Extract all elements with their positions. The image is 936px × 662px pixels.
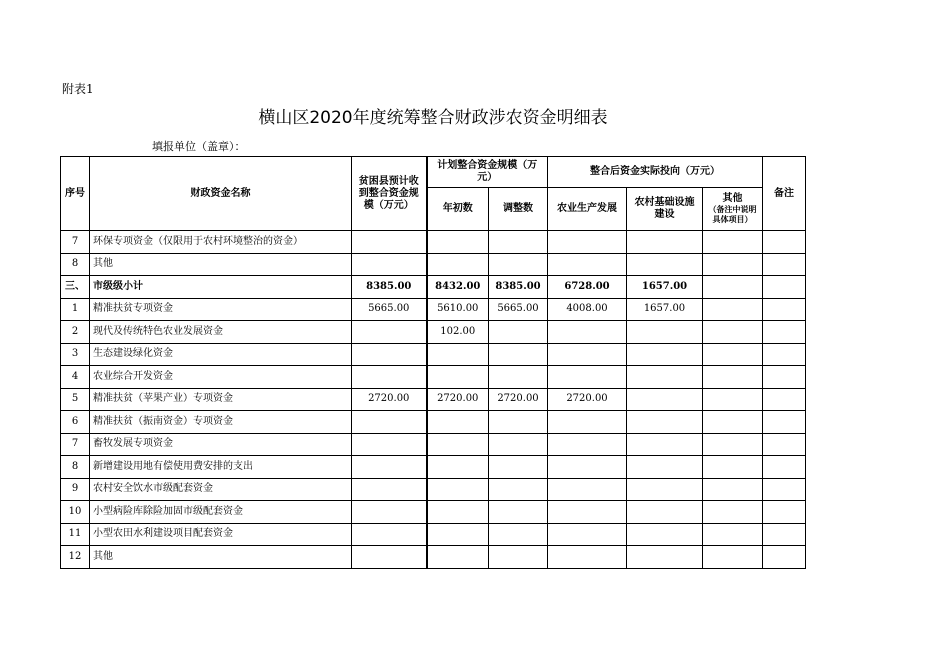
row-year-start	[427, 231, 489, 254]
row-seq: 8	[61, 456, 90, 479]
row-adjusted	[489, 501, 548, 524]
table-row	[61, 411, 806, 434]
row-poverty-county	[352, 366, 427, 389]
row-agri-production	[548, 343, 627, 366]
row-rural-infra	[627, 478, 703, 501]
row-agri-production	[548, 546, 627, 569]
row-year-start	[427, 411, 489, 434]
row-poverty-county: 2720.00	[352, 388, 427, 411]
row-remarks	[763, 343, 806, 366]
row-rural-infra	[627, 388, 703, 411]
row-fund-name: 小型农田水利建设项目配套资金	[90, 523, 352, 546]
row-rural-infra: 1657.00	[627, 276, 703, 299]
row-year-start	[427, 523, 489, 546]
row-agri-production	[548, 433, 627, 456]
row-adjusted	[489, 411, 548, 434]
header-fund-name: 财政资金名称	[90, 157, 352, 231]
table-row	[61, 501, 806, 524]
row-other	[703, 321, 763, 344]
row-year-start	[427, 343, 489, 366]
row-other	[703, 388, 763, 411]
row-fund-name: 农业综合开发资金	[90, 366, 352, 389]
row-remarks	[763, 456, 806, 479]
header-seq: 序号	[61, 157, 90, 231]
row-seq: 5	[61, 388, 90, 411]
row-seq: 1	[61, 298, 90, 321]
row-remarks	[763, 253, 806, 276]
header-planned-group: 计划整合资金规模（万元）	[427, 157, 548, 188]
table-row	[61, 366, 806, 389]
page-title: 横山区2020年度统筹整合财政涉农资金明细表	[258, 108, 608, 128]
row-seq: 12	[61, 546, 90, 569]
row-agri-production	[548, 321, 627, 344]
header-actual-group: 整合后资金实际投向（万元）	[548, 157, 763, 188]
row-adjusted	[489, 231, 548, 254]
row-seq: 4	[61, 366, 90, 389]
row-seq: 11	[61, 523, 90, 546]
header-other-note: （备注中说明具体项目）	[708, 205, 757, 224]
row-adjusted: 5665.00	[489, 298, 548, 321]
row-year-start	[427, 253, 489, 276]
row-adjusted	[489, 456, 548, 479]
row-agri-production	[548, 456, 627, 479]
row-adjusted	[489, 343, 548, 366]
row-fund-name: 新增建设用地有偿使用费安排的支出	[90, 456, 352, 479]
row-poverty-county	[352, 321, 427, 344]
row-rural-infra	[627, 501, 703, 524]
funds-table	[60, 156, 806, 569]
row-poverty-county: 8385.00	[352, 276, 427, 299]
row-rural-infra: 1657.00	[627, 298, 703, 321]
attachment-label: 附表1	[62, 82, 94, 96]
row-remarks	[763, 298, 806, 321]
row-other	[703, 456, 763, 479]
row-other	[703, 501, 763, 524]
row-seq: 3	[61, 343, 90, 366]
row-fund-name: 精准扶贫（振南资金）专项资金	[90, 411, 352, 434]
row-other	[703, 231, 763, 254]
row-fund-name: 生态建设绿化资金	[90, 343, 352, 366]
table-row	[61, 231, 806, 254]
table-row	[61, 343, 806, 366]
row-year-start	[427, 433, 489, 456]
row-agri-production	[548, 231, 627, 254]
row-other	[703, 411, 763, 434]
row-poverty-county	[352, 343, 427, 366]
row-agri-production: 6728.00	[548, 276, 627, 299]
row-poverty-county	[352, 456, 427, 479]
row-remarks	[763, 366, 806, 389]
row-agri-production: 2720.00	[548, 388, 627, 411]
row-adjusted	[489, 321, 548, 344]
row-year-start	[427, 456, 489, 479]
row-seq: 8	[61, 253, 90, 276]
row-year-start	[427, 478, 489, 501]
row-poverty-county	[352, 253, 427, 276]
row-rural-infra	[627, 523, 703, 546]
row-fund-name: 市级级小计	[90, 276, 352, 299]
header-agri-production: 农业生产发展	[548, 188, 627, 231]
row-rural-infra	[627, 456, 703, 479]
table-row	[61, 321, 806, 344]
row-remarks	[763, 321, 806, 344]
row-seq: 7	[61, 231, 90, 254]
row-fund-name: 现代及传统特色农业发展资金	[90, 321, 352, 344]
reporting-unit-label: 填报单位（盖章）：	[152, 140, 246, 153]
row-adjusted	[489, 253, 548, 276]
row-rural-infra	[627, 321, 703, 344]
table-row	[61, 478, 806, 501]
row-agri-production	[548, 366, 627, 389]
row-seq: 2	[61, 321, 90, 344]
row-adjusted	[489, 523, 548, 546]
row-other	[703, 433, 763, 456]
row-fund-name: 精准扶贫专项资金	[90, 298, 352, 321]
header-other	[703, 188, 763, 231]
row-adjusted	[489, 366, 548, 389]
row-poverty-county	[352, 411, 427, 434]
row-rural-infra	[627, 366, 703, 389]
row-seq: 10	[61, 501, 90, 524]
row-remarks	[763, 231, 806, 254]
row-adjusted	[489, 433, 548, 456]
row-other	[703, 523, 763, 546]
table-row	[61, 546, 806, 569]
row-year-start: 8432.00	[427, 276, 489, 299]
row-poverty-county	[352, 546, 427, 569]
row-agri-production	[548, 501, 627, 524]
row-fund-name: 环保专项资金（仅限用于农村环境整治的资金）	[90, 231, 352, 254]
row-poverty-county	[352, 433, 427, 456]
row-other	[703, 478, 763, 501]
row-other	[703, 366, 763, 389]
table-row	[61, 456, 806, 479]
row-rural-infra	[627, 411, 703, 434]
header-other-label: 其他	[722, 193, 743, 204]
row-poverty-county	[352, 523, 427, 546]
header-remarks: 备注	[763, 157, 806, 231]
row-year-start	[427, 546, 489, 569]
row-adjusted	[489, 546, 548, 569]
row-other	[703, 276, 763, 299]
row-seq: 6	[61, 411, 90, 434]
row-year-start: 2720.00	[427, 388, 489, 411]
row-poverty-county	[352, 478, 427, 501]
row-adjusted	[489, 478, 548, 501]
row-remarks	[763, 433, 806, 456]
row-other	[703, 343, 763, 366]
row-rural-infra	[627, 433, 703, 456]
row-remarks	[763, 501, 806, 524]
row-adjusted: 2720.00	[489, 388, 548, 411]
row-rural-infra	[627, 343, 703, 366]
row-agri-production	[548, 478, 627, 501]
row-seq: 7	[61, 433, 90, 456]
row-agri-production	[548, 253, 627, 276]
row-remarks	[763, 411, 806, 434]
row-remarks	[763, 276, 806, 299]
header-year-start: 年初数	[427, 188, 489, 231]
row-seq: 9	[61, 478, 90, 501]
row-seq: 三、	[61, 276, 90, 299]
row-fund-name: 精准扶贫（苹果产业）专项资金	[90, 388, 352, 411]
header-adjusted: 调整数	[489, 188, 548, 231]
row-remarks	[763, 388, 806, 411]
row-agri-production	[548, 411, 627, 434]
table-row	[61, 523, 806, 546]
row-fund-name: 其他	[90, 253, 352, 276]
table-row	[61, 253, 806, 276]
table-row	[61, 388, 806, 411]
row-fund-name: 其他	[90, 546, 352, 569]
row-fund-name: 农村安全饮水市级配套资金	[90, 478, 352, 501]
row-poverty-county: 5665.00	[352, 298, 427, 321]
table-row	[61, 433, 806, 456]
row-remarks	[763, 523, 806, 546]
header-poverty-county: 贫困县预计收到整合资金规模（万元）	[352, 157, 427, 231]
header-row-1	[61, 157, 806, 188]
row-other	[703, 253, 763, 276]
row-rural-infra	[627, 546, 703, 569]
row-fund-name: 畜牧发展专项资金	[90, 433, 352, 456]
row-agri-production: 4008.00	[548, 298, 627, 321]
row-year-start	[427, 501, 489, 524]
row-year-start: 102.00	[427, 321, 489, 344]
table-row	[61, 276, 806, 299]
row-rural-infra	[627, 253, 703, 276]
row-year-start	[427, 366, 489, 389]
row-other	[703, 546, 763, 569]
row-other	[703, 298, 763, 321]
row-remarks	[763, 478, 806, 501]
row-poverty-county	[352, 231, 427, 254]
row-rural-infra	[627, 231, 703, 254]
row-poverty-county	[352, 501, 427, 524]
row-adjusted: 8385.00	[489, 276, 548, 299]
row-fund-name: 小型病险库除险加固市级配套资金	[90, 501, 352, 524]
row-agri-production	[548, 523, 627, 546]
header-rural-infra: 农村基础设施建设	[627, 188, 703, 231]
table-row	[61, 298, 806, 321]
row-remarks	[763, 546, 806, 569]
row-year-start: 5610.00	[427, 298, 489, 321]
